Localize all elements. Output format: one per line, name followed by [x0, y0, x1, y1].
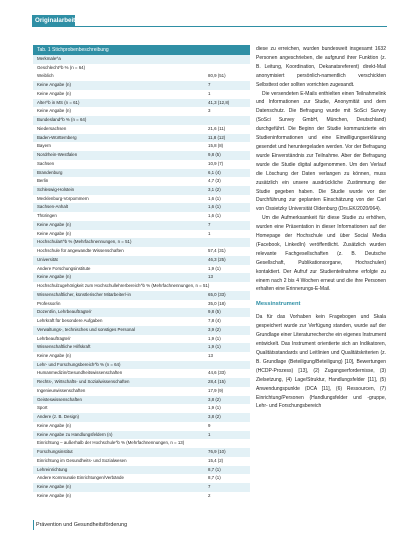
row-value: 6,1 (4) — [208, 169, 221, 175]
row-value: 3,8 (2) — [208, 396, 221, 402]
row-label: Keine Angabe (n) — [37, 108, 71, 114]
row-label: Mecklenburg-Vorpommern — [37, 195, 89, 201]
row-label: Lehr- und Forschungsbereich^b % (n = 64) — [37, 361, 121, 367]
table-row — [33, 107, 250, 116]
table-row — [33, 413, 250, 422]
row-value — [208, 439, 246, 448]
row-label: Alter^b in MS (n = 61) — [37, 99, 80, 105]
row-value: 1,9 (1) — [208, 335, 221, 341]
sample-table — [33, 45, 250, 510]
row-value: 2 — [208, 492, 211, 498]
table-row — [33, 186, 250, 195]
table-row — [33, 273, 250, 282]
row-label: Keine Angabe (n) — [37, 422, 71, 428]
row-value: 1 — [208, 90, 211, 96]
table-row — [33, 335, 250, 344]
row-value: 44,6 (33) — [208, 370, 226, 376]
row-label: Keine Angabe (n) — [37, 82, 71, 88]
row-value: 1,6 (1) — [208, 195, 221, 201]
row-value: 65,0 (33) — [208, 291, 226, 297]
row-value: 1,9 (1) — [208, 265, 221, 271]
row-value: 9,8 (5) — [208, 309, 221, 315]
table-row — [33, 81, 250, 90]
table-row — [33, 247, 250, 256]
table-row — [33, 177, 250, 186]
table-row — [33, 466, 250, 475]
row-value — [208, 64, 246, 73]
row-value: 1,9 (1) — [208, 344, 221, 350]
row-label: Brandenburg — [37, 169, 63, 175]
table-row — [33, 125, 250, 134]
row-label: Bundesland^b % (n = 64) — [37, 117, 87, 123]
table-row — [33, 300, 250, 309]
row-label: Andere Forschungsinstitute — [37, 265, 91, 271]
table-row — [33, 256, 250, 265]
table-row — [33, 99, 250, 108]
table-row — [33, 431, 250, 440]
table-row — [33, 212, 250, 221]
table-row — [33, 230, 250, 239]
row-label: Geisteswissenschaften — [37, 396, 82, 402]
row-label: Weiblich — [37, 73, 54, 79]
body-column — [256, 45, 386, 411]
header-rule — [32, 26, 387, 27]
row-value — [208, 361, 246, 370]
row-label: Hochschule für angewandte Wissenschaften — [37, 248, 124, 254]
row-label: Verwaltungs-, technisches und sonstiges Personal — [37, 326, 135, 332]
table-row — [33, 134, 250, 143]
table-row — [33, 422, 250, 431]
table-row — [33, 203, 250, 212]
table-body — [33, 55, 250, 500]
row-value: 3,1 (2) — [208, 187, 221, 193]
row-label: Wissenschaftliche Hilfskraft — [37, 344, 91, 350]
row-value: 57,4 (31) — [208, 248, 226, 254]
row-label: Keine Angabe (n) — [37, 352, 71, 358]
row-value: 15,8 (8) — [208, 143, 224, 149]
row-value: 1,9 (1) — [208, 405, 221, 411]
table-row — [33, 221, 250, 230]
row-label: Rechts-, Wirtschafts- und Sozialwissenschaften — [37, 379, 130, 385]
table-caption: Tab. 1 Stichprobenbeschreibung — [33, 46, 250, 55]
table-row — [33, 352, 250, 361]
row-label: Thüringen — [37, 213, 57, 219]
row-label: Keine Angabe zu Handlungsfeldern (n) — [37, 431, 113, 437]
row-value: 41,3 (12,8) — [208, 99, 230, 105]
row-label: Keine Angabe (n) — [37, 483, 71, 489]
row-value: 9,8 (5) — [208, 152, 221, 158]
table-row — [33, 492, 250, 501]
table-row — [33, 439, 250, 448]
row-value: 10,9 (7) — [208, 160, 224, 166]
row-label: Niedersachsen — [37, 125, 67, 131]
paragraph: Die versendeten E-Mails enthielten einen Teilnahmelink und Informationen zur Studie, Anonymität und dem Datenschutz. Die Befragung wurde mit SoSci Survey (SoSci Survey GmbH, München, Deutschland) durchgeführt. Die Beginn der Studie kommunizierte ein Studieninformationen und eine Einwilligungserklärung gesendet und heruntergeladen werden. Vor der Befragung wurde Einverständnis zur Teilnahme. Aber der Befragung wurde die Studie digital aufgenommen. Um den Verlauf die Löschung der Daten verlangen zu können, muss zusätzlich ein unsere ausdrückliche Zustimmung der Studie gegeben haben. Die Studie wurde vor der Durchführung zur geplanten Einschätzung von der Carl von Ossietzky Universität Oldenburg (Drs.EK/2020/064). — [256, 90, 386, 213]
row-label: Keine Angabe (n) — [37, 492, 71, 498]
table-row — [33, 308, 250, 317]
table-row — [33, 317, 250, 326]
row-value: 1 — [208, 431, 211, 437]
row-label: Lehreinrichtung — [37, 466, 68, 472]
row-label: Andere Kommunale Einrichtungen/Verbände — [37, 475, 124, 481]
section-label: Originalarbeit — [32, 15, 75, 26]
table-row — [33, 238, 250, 247]
table-row — [33, 169, 250, 178]
row-value: 80,9 (51) — [208, 73, 226, 79]
row-label: Keine Angabe (n) — [37, 230, 71, 236]
row-value: 76,9 (10) — [208, 449, 226, 455]
row-label: Schleswig-Holstein — [37, 187, 75, 193]
row-value: 7 — [208, 483, 211, 489]
row-value: 4,7 (3) — [208, 178, 221, 184]
journal-footer: Prävention und Gesundheitsförderung — [36, 522, 128, 528]
table-row — [33, 265, 250, 274]
row-label: Einrichtung – außerhalb der Hochschule^b % (Mehrfachnennungen, n = 13) — [37, 440, 185, 446]
table-row — [33, 448, 250, 457]
row-label: Universität — [37, 256, 58, 262]
row-label: Wissenschaftlicher, künstlerischer Mitarbeiter/-in — [37, 291, 131, 297]
table-row — [33, 160, 250, 169]
row-value: 28,4 (15) — [208, 379, 226, 385]
table-row — [33, 378, 250, 387]
table-row — [33, 291, 250, 300]
row-label: Keine Angabe (n) — [37, 274, 71, 280]
row-label: Sport — [37, 405, 48, 411]
row-label: Hochschulzugehörigkeit zum Hochschullehrerbereich^b % (Mehrfachnennungen, n = 51) — [37, 283, 210, 289]
row-value: 8,7 (1) — [208, 475, 221, 481]
row-value: 8,7 (1) — [208, 466, 221, 472]
table-row — [33, 457, 250, 466]
row-label: Berlin — [37, 178, 49, 184]
row-value — [208, 116, 246, 125]
row-value: 7,8 (4) — [208, 318, 221, 324]
table-row — [33, 404, 250, 413]
table-row — [33, 369, 250, 378]
table-row — [33, 151, 250, 160]
row-label: Lehrbeauftragte/r — [37, 335, 71, 341]
row-value: 21,6 (11) — [208, 125, 226, 131]
row-value: 1,6 (1) — [208, 213, 221, 219]
table-row — [33, 55, 250, 64]
row-value: 1,6 (1) — [208, 204, 221, 210]
row-label: Professor/in — [37, 300, 61, 306]
row-value: 15,4 (2) — [208, 457, 224, 463]
row-label: Forschungsinstitut — [37, 449, 73, 455]
row-label: Hochschulart^b % (Mehrfachnennungen, n = 51) — [37, 239, 132, 245]
table-row — [33, 396, 250, 405]
row-value: 1 — [208, 230, 211, 236]
row-label: Einrichtung im Gesundheits- und Sozialwesen — [37, 457, 127, 463]
row-value: 46,3 (25) — [208, 256, 226, 262]
row-label: Keine Angabe (n) — [37, 90, 71, 96]
table-row — [33, 483, 250, 492]
table-row — [33, 474, 250, 483]
row-value — [208, 55, 246, 64]
section-heading: Messinstrument — [256, 301, 301, 308]
row-label: Geschlecht^b % (n = 64) — [37, 64, 86, 70]
row-label: Sachsen — [37, 160, 55, 166]
row-value: 13 — [208, 352, 213, 358]
row-value: 9 — [208, 422, 211, 428]
row-label: Lehrkraft für besondere Aufgaben — [37, 318, 103, 324]
table-row — [33, 195, 250, 204]
table-row — [33, 326, 250, 335]
row-label: Bayern — [37, 143, 51, 149]
row-value: 7 — [208, 221, 211, 227]
row-value — [209, 282, 247, 291]
paragraph: diese zu erreichen, wurden bundesweit insgesamt 1632 Personen angeschrieben, die aufgrund ihrer Funktion (z. B. Leitung, Koordination, Dekanatsreferent) direkt-Mail anonymisiert persönlich-namentlich verschickten Selbsttest oder sollten vorrichten zugesandt. — [256, 46, 386, 88]
row-label: Merkmale^a — [37, 56, 61, 61]
row-label: Baden-Württemberg — [37, 134, 77, 140]
row-value: 13 — [208, 274, 213, 280]
row-value: 3,8 (2) — [208, 414, 221, 420]
row-value: 3 — [208, 108, 211, 114]
table-row — [33, 142, 250, 151]
table-row — [33, 343, 250, 352]
row-value: 3,9 (2) — [208, 326, 221, 332]
row-label: Andere (z. B. Design) — [37, 414, 79, 420]
footer-rule — [33, 520, 34, 530]
paragraph: Um die Aufmerksamkeit für diese Studie zu erhöhen, wurden eine Präsentation in dieser Informationen auf der Homepage der Hochschule und über Social Media (Facebook, LinkedIn) veröffentlicht. Zusätzlich wurden relevante Fachgesellschaften (z. B. Deutsche Gesellschaft, Publikationsorgane, Hochschulen) kontaktiert. Der Aufruf zur Studienteilnahme erfolgte zu einem nach 2 bis 4 Wochen erneut und die ihre Personen erhalten eine Erinnerungs-E-Mail. — [256, 215, 386, 293]
row-value: 11,8 (12) — [208, 134, 226, 140]
table-row — [33, 282, 250, 291]
table-row — [33, 90, 250, 99]
row-label: Keine Angabe (n) — [37, 221, 71, 227]
row-value: 35,0 (18) — [208, 300, 226, 306]
row-label: Sachsen-Anhalt — [37, 204, 68, 210]
row-label: Nordrhein-Westfalen — [37, 152, 78, 158]
table-row — [33, 116, 250, 125]
paragraph: Da für das Vorhaben kein Fragebogen und Skala gespeichert wurde zur Verfügung standen, wurde auf der Grundlage einer Literaturrecherche ein eigenes Instrument entwickelt. Das Instrument orientierte sich an Indikatoren, Qualitätsstandards und Leitlinien und Qualitätskriterien (z. B. Grundlage (Beteiligung/Beteiligung) [10], Bewertungen (HCDP-Prozess) [13], (2) Zugangserfordernisse, (3) Zielsetzung, (4) Lage/Struktur, Handlungsfelder [11], (5) Anwendungspunkte (DCA [11], (6) Ressourcen, (7) Einrichtung/Personen (Handlungsfelder und -gruppe, Lehr- und Forschungsbereich — [256, 314, 386, 410]
row-label: Humanmedizin/Gesundheitswissenschaften — [37, 370, 123, 376]
table-row — [33, 387, 250, 396]
table-row — [33, 64, 250, 73]
table-row — [33, 72, 250, 81]
row-label: Ingenieurwissenschaften — [37, 387, 86, 393]
row-value: 7 — [208, 82, 211, 88]
row-value: 17,9 (9) — [208, 387, 224, 393]
table-row — [33, 361, 250, 370]
row-value — [208, 238, 246, 247]
row-label: Dozent/in, Lehrbeauftragte/r — [37, 309, 92, 315]
